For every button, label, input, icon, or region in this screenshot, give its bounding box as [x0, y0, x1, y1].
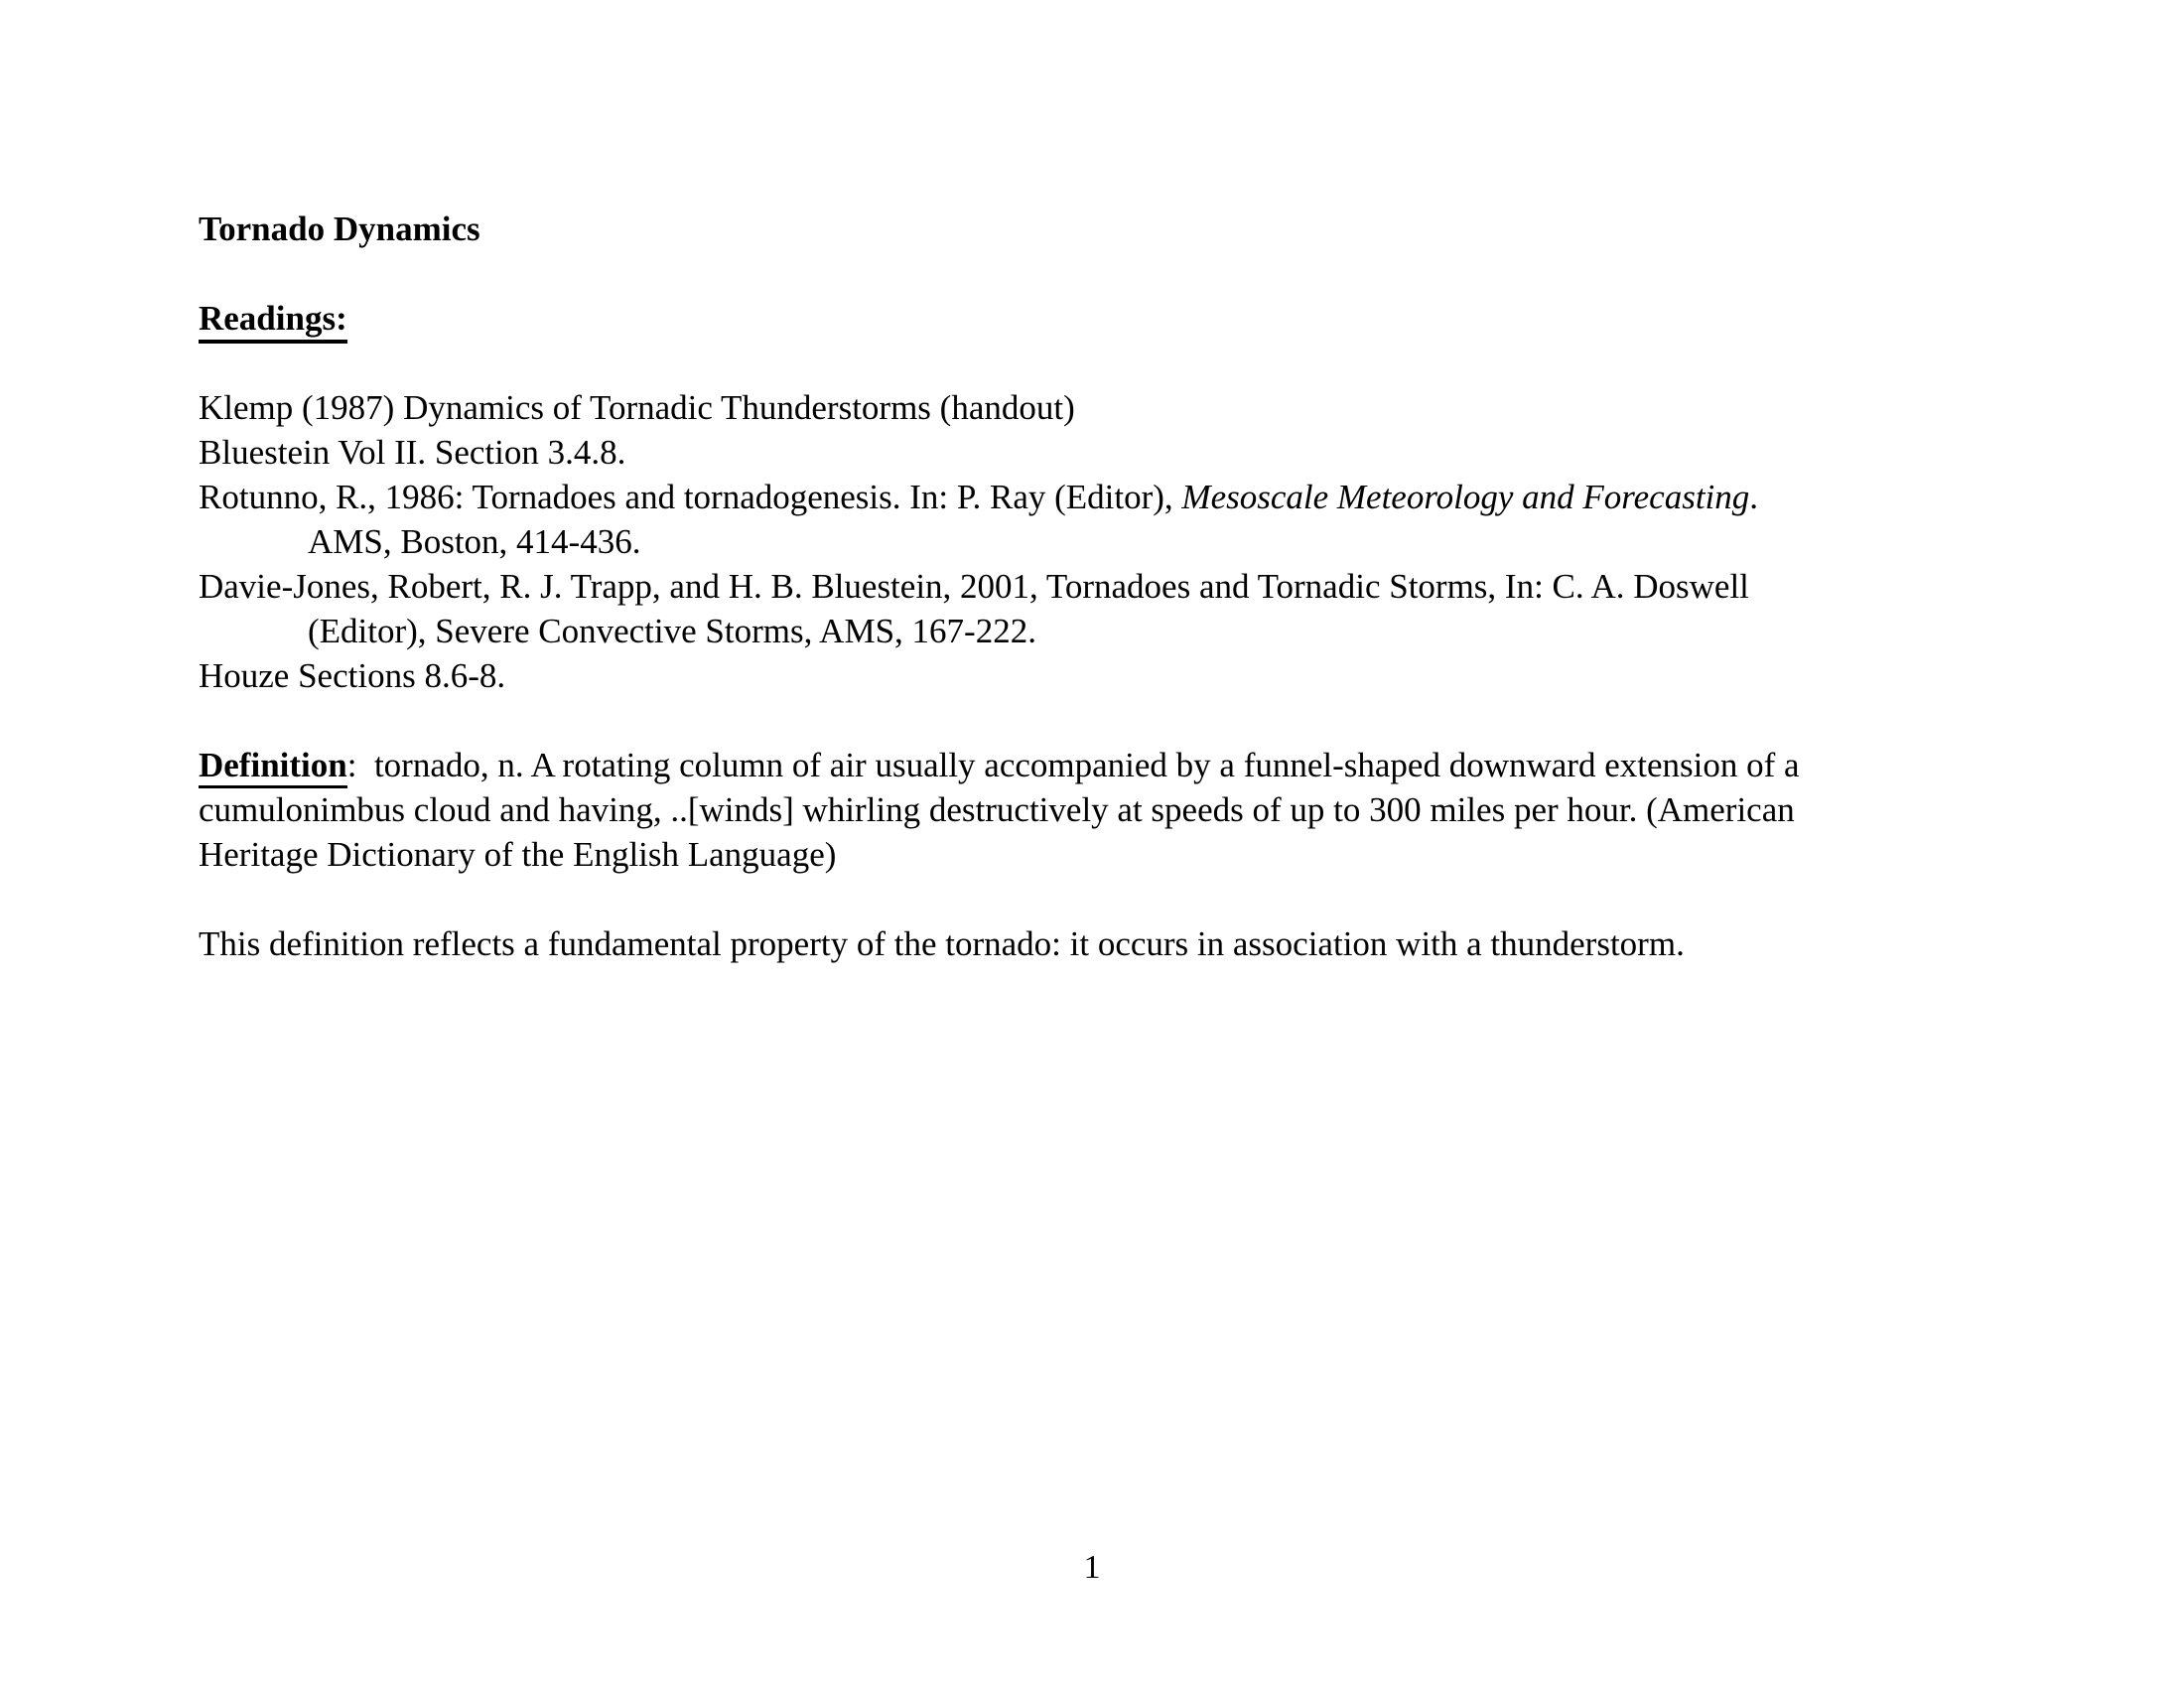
- definition-text-line2: cumulonimbus cloud and having, ..[winds] whirling destructively at speeds of up to 300 miles per hour. (American: [199, 790, 1795, 829]
- definition-text-line3: Heritage Dictionary of the English Language): [199, 835, 837, 874]
- definition-first-line: [199, 743, 2085, 787]
- readings-heading: Readings:: [199, 299, 347, 344]
- reading-item-rotunno: [199, 475, 2085, 519]
- readings-list: [199, 385, 2085, 698]
- reading-item-davie-jones: Davie-Jones, Robert, R. J. Trapp, and H. B. Bluestein, 2001, Tornadoes and Tornadic Storms, In: C. A. Doswell: [199, 567, 1749, 606]
- rotunno-citation-text: Rotunno, R., 1986: Tornadoes and tornadogenesis. In: P. Ray (Editor),: [199, 478, 1182, 516]
- rotunno-citation-period: .: [1749, 478, 1759, 516]
- reading-item-houze: Houze Sections 8.6-8.: [199, 656, 506, 695]
- definition-text-line1: : tornado, n. A rotating column of air usually accompanied by a funnel-shaped downward extension of a: [346, 746, 1800, 784]
- page-title: Tornado Dynamics: [199, 210, 480, 248]
- reading-item-rotunno-continuation: AMS, Boston, 414-436.: [308, 522, 641, 561]
- reading-item-davie-jones-continuation: (Editor), Severe Convective Storms, AMS, 167-222.: [308, 612, 1036, 650]
- page-number: 1: [1083, 1549, 1101, 1586]
- reading-item-klemp: Klemp (1987) Dynamics of Tornadic Thunderstorms (handout): [199, 388, 1075, 427]
- readings-heading-line: [199, 296, 2085, 341]
- document-content: [199, 207, 2085, 966]
- closing-sentence: This definition reflects a fundamental property of the tornado: it occurs in association with a thunderstorm.: [199, 924, 1685, 963]
- reading-item-bluestein: Bluestein Vol II. Section 3.4.8.: [199, 433, 626, 472]
- definition-paragraph: [199, 743, 2085, 877]
- definition-term: Definition: [199, 746, 347, 788]
- rotunno-book-title: Mesoscale Meteorology and Forecasting: [1181, 478, 1750, 516]
